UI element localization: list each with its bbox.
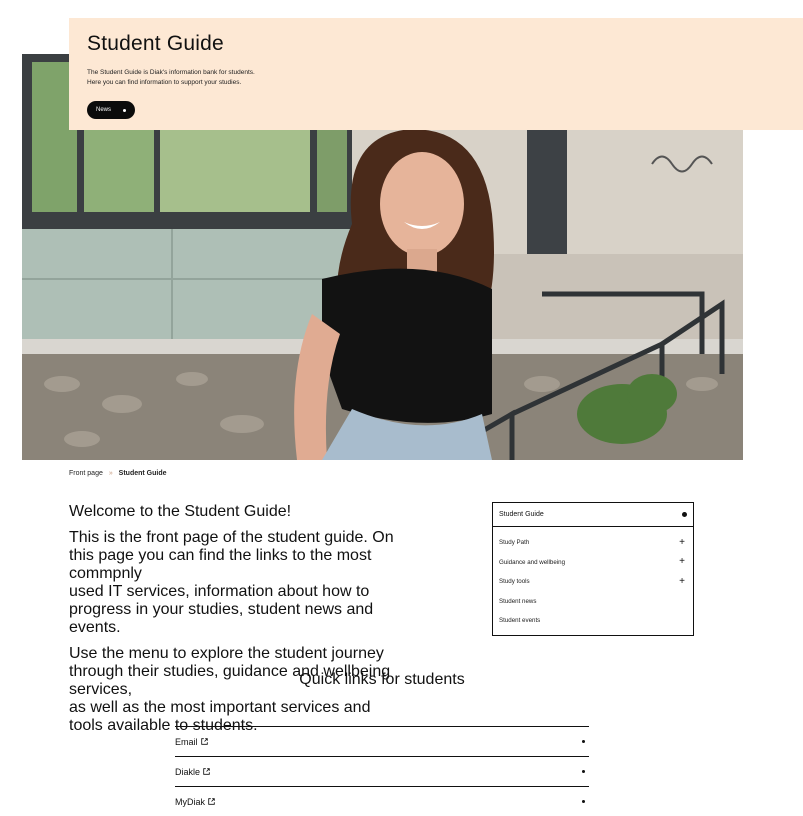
side-menu-item-student-events[interactable] (493, 611, 693, 631)
dot-icon (123, 109, 126, 112)
plus-icon[interactable]: + (679, 536, 685, 548)
side-menu-item-study-tools[interactable] (493, 572, 693, 592)
dot-icon (582, 740, 585, 743)
dot-icon (682, 512, 687, 517)
plus-icon[interactable]: + (679, 556, 685, 568)
dot-icon (582, 770, 585, 773)
quick-link-diakle[interactable] (175, 756, 589, 786)
welcome-heading: Welcome to the Student Guide! (69, 503, 292, 520)
paragraph-line: This is the front page of the student guide. On this page you can find the links to the most commpnly (69, 529, 394, 582)
external-link-icon (203, 768, 210, 775)
side-menu-title: Student Guide (499, 511, 544, 518)
breadcrumb-separator: » (108, 470, 113, 477)
side-menu-item-guidance[interactable] (493, 553, 693, 573)
quick-link-label: MyDiak (175, 796, 206, 807)
side-menu-item-student-news[interactable] (493, 592, 693, 612)
quick-link-label-wrap (175, 767, 210, 777)
intro-lead-line: Here you can find information to support your studies. (87, 79, 242, 86)
news-button[interactable] (87, 101, 135, 119)
side-menu-header[interactable] (493, 503, 693, 527)
news-button-label: News (96, 107, 112, 113)
main-content (69, 503, 399, 743)
paragraph-line: as well as the most important services and tools available to students. (69, 699, 371, 734)
page-title: Student Guide (87, 32, 224, 55)
quick-links-title: Quick links for students (299, 671, 465, 688)
external-link-icon (201, 738, 208, 745)
breadcrumb-current: Student Guide (118, 470, 167, 477)
quick-link-label-wrap (175, 797, 215, 807)
quick-link-mydiak[interactable] (175, 786, 589, 816)
side-menu-item-label: Guidance and wellbeing (499, 558, 566, 566)
side-menu-list (493, 527, 693, 631)
side-menu-item-label: Study tools (499, 578, 530, 586)
plus-icon[interactable]: + (679, 575, 685, 587)
intro-banner (69, 18, 803, 130)
quick-link-label: Email (175, 736, 198, 747)
quick-link-email[interactable] (175, 726, 589, 756)
intro-lead (87, 68, 785, 88)
quick-link-label: Diakle (175, 766, 201, 777)
breadcrumb (69, 470, 167, 477)
quick-link-label-wrap (175, 737, 208, 747)
side-menu-item-label: Study Path (499, 539, 530, 547)
side-menu-item-label: Student events (499, 617, 541, 625)
external-link-icon (208, 798, 215, 805)
side-menu-item-label: Student news (499, 597, 537, 605)
side-menu-item-study-path[interactable] (493, 533, 693, 553)
paragraph-line: Use the menu to explore the student journey through their studies, guidance and wellbeing services, (69, 645, 391, 698)
breadcrumb-home-link[interactable]: Front page (69, 470, 103, 477)
paragraph-line: used IT services, information about how to progress in your studies, student news and events. (69, 583, 374, 636)
side-menu (492, 502, 694, 636)
intro-lead-line: The Student Guide is Diak's information bank for students. (87, 69, 255, 76)
